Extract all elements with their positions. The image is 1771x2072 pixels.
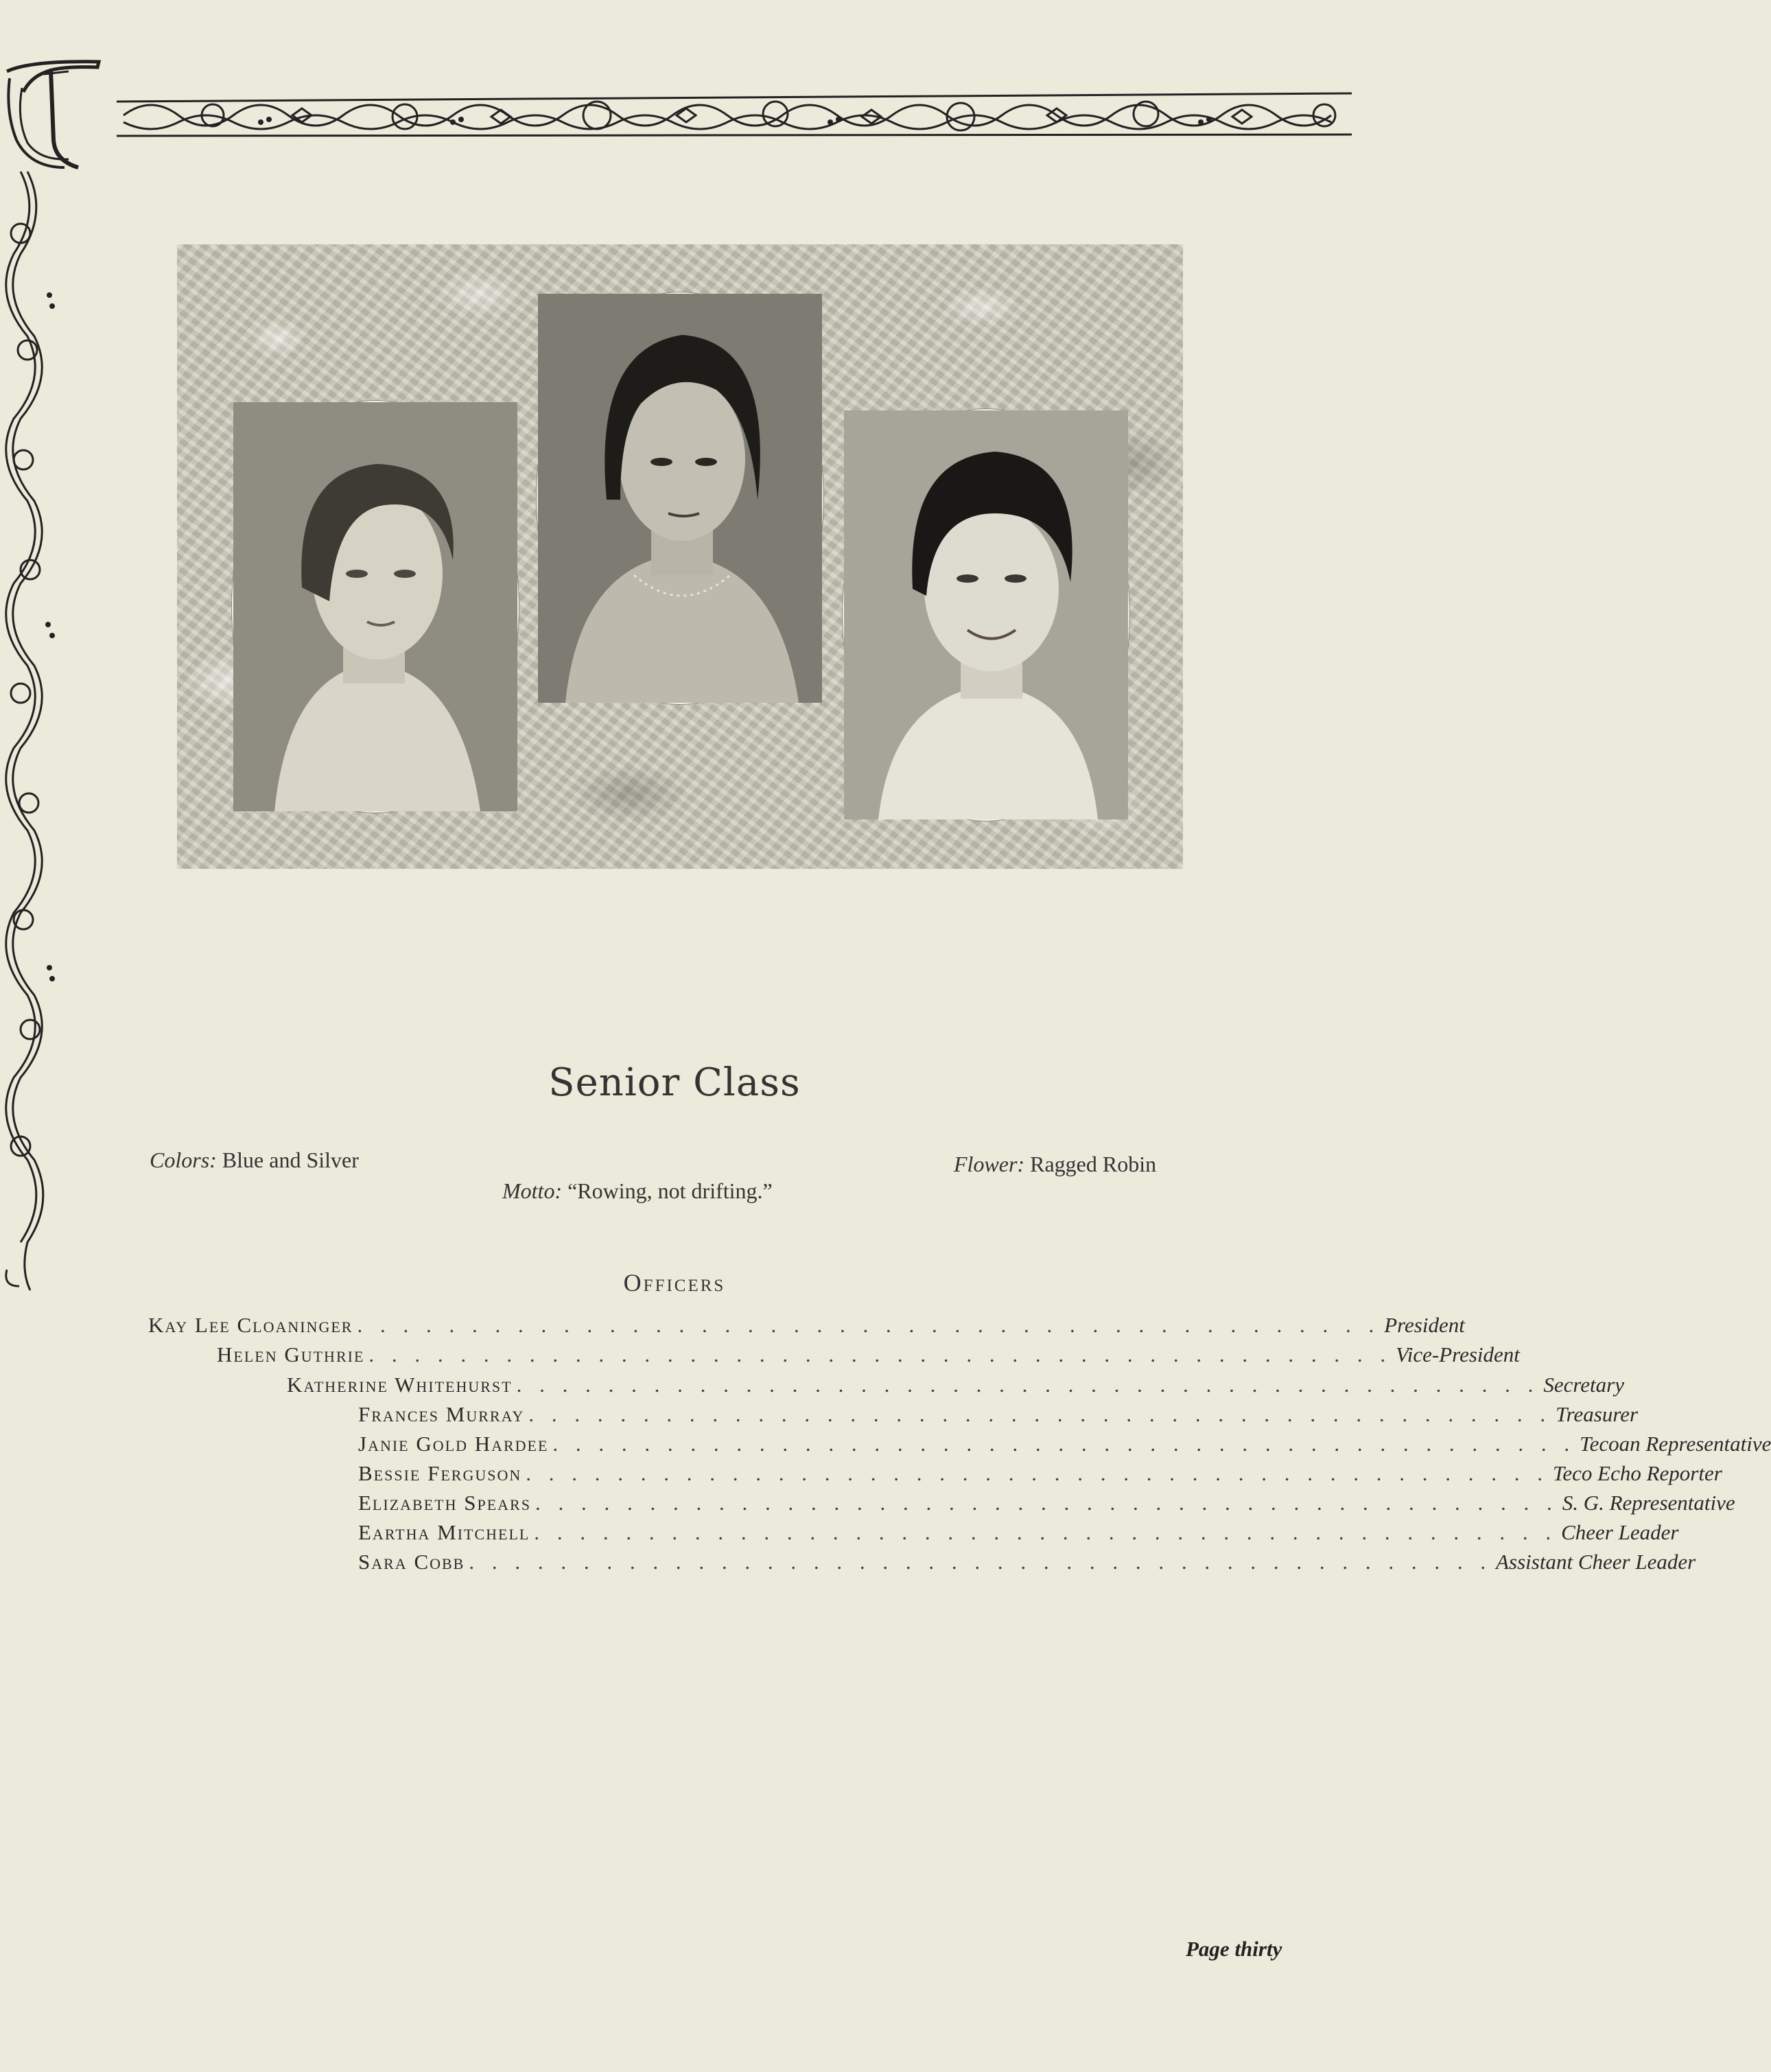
- class-motto: [502, 1178, 773, 1204]
- officer-row: [358, 1550, 1696, 1577]
- portrait-right: [843, 409, 1129, 821]
- dot-leader: . . . . . . . . . . . . . . . . . . . . . . . . . . . . . . . . . . . . . . . . . . . . .: [516, 1373, 1540, 1397]
- left-vine-border: [0, 172, 63, 1297]
- officer-title: Secretary: [1543, 1373, 1624, 1397]
- officer-row: [217, 1342, 1520, 1370]
- officers-heading: Officers: [623, 1269, 726, 1296]
- flower-value: Ragged Robin: [1030, 1152, 1157, 1176]
- officer-title: S. G. Representative: [1562, 1491, 1735, 1515]
- dot-leader: . . . . . . . . . . . . . . . . . . . . . . . . . . . . . . . . . . . . . . . . . . . . .: [552, 1432, 1576, 1456]
- page-title: Senior Class: [548, 1060, 801, 1105]
- officer-name: Frances Murray: [358, 1402, 525, 1426]
- officer-row: [358, 1432, 1771, 1459]
- class-flower: [954, 1152, 1156, 1177]
- dot-leader: . . . . . . . . . . . . . . . . . . . . . . . . . . . . . . . . . . . . . . . . . . . . .: [469, 1550, 1492, 1574]
- officer-row: [358, 1461, 1722, 1489]
- portrait-panel: [177, 244, 1183, 869]
- officer-title: Assistant Cheer Leader: [1496, 1550, 1696, 1574]
- officer-name: Eartha Mitchell: [358, 1520, 530, 1544]
- officer-row: [148, 1313, 1465, 1340]
- page-number: Page thirty: [1186, 1937, 1282, 1961]
- dot-leader: . . . . . . . . . . . . . . . . . . . . . . . . . . . . . . . . . . . . . . . . . . . . .: [528, 1402, 1552, 1426]
- decorative-initial-t-icon: [3, 58, 99, 174]
- class-colors: [150, 1148, 359, 1173]
- officer-name: Katherine Whitehurst: [287, 1373, 513, 1397]
- officer-name: Kay Lee Cloaninger: [148, 1313, 353, 1337]
- colors-label: Colors:: [150, 1148, 217, 1172]
- dot-leader: . . . . . . . . . . . . . . . . . . . . . . . . . . . . . . . . . . . . . . . . . . . . .: [535, 1491, 1558, 1515]
- officer-row: [287, 1373, 1624, 1400]
- officer-title: Teco Echo Reporter: [1553, 1461, 1722, 1485]
- dot-leader: . . . . . . . . . . . . . . . . . . . . . . . . . . . . . . . . . . . . . . . . . . . . .: [368, 1342, 1392, 1366]
- flower-label: Flower:: [954, 1152, 1025, 1176]
- officer-name: Janie Gold Hardee: [358, 1432, 549, 1456]
- officer-title: Vice-President: [1396, 1342, 1520, 1366]
- top-ornamental-border: [117, 81, 1352, 150]
- motto-value: “Rowing, not drifting.”: [567, 1178, 773, 1203]
- dot-leader: . . . . . . . . . . . . . . . . . . . . . . . . . . . . . . . . . . . . . . . . . . . . .: [357, 1313, 1381, 1337]
- officer-title: Treasurer: [1556, 1402, 1639, 1426]
- officer-title: Tecoan Representative: [1580, 1432, 1771, 1456]
- officer-row: [358, 1491, 1735, 1518]
- officer-name: Sara Cobb: [358, 1550, 465, 1574]
- dot-leader: . . . . . . . . . . . . . . . . . . . . . . . . . . . . . . . . . . . . . . . . . . . . .: [534, 1520, 1558, 1544]
- motto-label: Motto:: [502, 1178, 563, 1203]
- officer-name: Helen Guthrie: [217, 1342, 365, 1366]
- officer-title: Cheer Leader: [1561, 1520, 1679, 1544]
- officer-row: [358, 1402, 1639, 1430]
- portrait-left: [232, 401, 519, 813]
- portrait-center: [537, 292, 823, 704]
- officer-name: Elizabeth Spears: [358, 1491, 531, 1515]
- officer-name: Bessie Ferguson: [358, 1461, 522, 1485]
- officer-title: President: [1384, 1313, 1465, 1337]
- dot-leader: . . . . . . . . . . . . . . . . . . . . . . . . . . . . . . . . . . . . . . . . . . . . .: [526, 1461, 1549, 1485]
- officer-row: [358, 1520, 1679, 1548]
- colors-value: Blue and Silver: [222, 1148, 359, 1172]
